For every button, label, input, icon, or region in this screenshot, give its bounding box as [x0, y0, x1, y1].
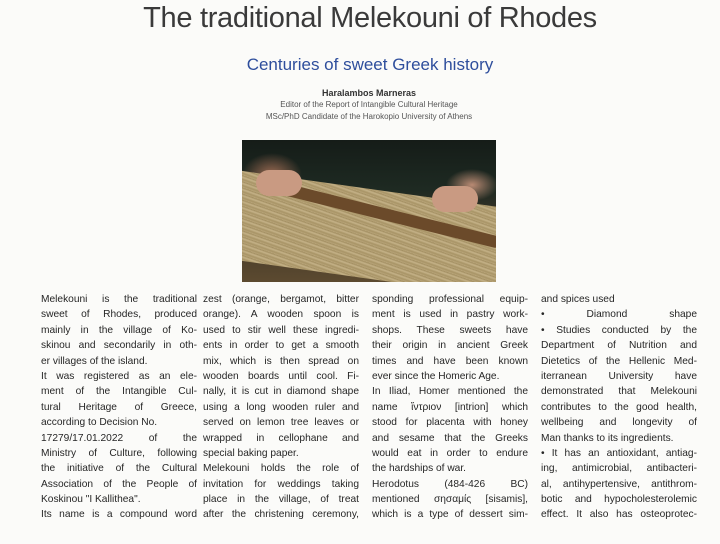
text-line: • Diamond shape [541, 309, 697, 321]
text-line: ever since the Homeric Age. [372, 370, 500, 382]
text-line: Ministry of Culture, following [41, 447, 197, 459]
text-line: which is a type of dessert sim- [372, 509, 528, 521]
text-line: after the christening ceremony, [203, 509, 359, 521]
text-line: and spices used [541, 294, 615, 305]
text-column-4 [541, 292, 697, 523]
text-line: It was registered as an ele- [41, 370, 197, 382]
hand-left [256, 170, 302, 196]
text-line: zest (orange, bergamot, bitter [203, 294, 359, 305]
text-column-1 [41, 292, 197, 523]
text-line: ment is used in pastry work- [372, 309, 528, 321]
author-role-candidate: MSc/PhD Candidate of the Harokopio University of Athens [265, 112, 473, 121]
text-line: using a long wooden ruler and [203, 401, 359, 413]
text-line: and sesame that the Greeks [372, 432, 528, 444]
byline [0, 87, 720, 123]
article-subtitle: Centuries of sweet Greek history [246, 55, 494, 74]
text-line: the hardships of war. [372, 463, 467, 475]
text-line: Melekouni is the traditional [41, 294, 197, 305]
text-line: their origin in ancient Greek [372, 340, 528, 352]
text-line: times and have been known [372, 355, 528, 367]
text-line: iterranean University have [541, 370, 697, 382]
text-line: • It has an antioxidant, antiag- [541, 447, 697, 459]
text-line: Koskinou "I Kallithea". [41, 494, 141, 506]
text-line: ents in order to get a smooth [203, 340, 359, 352]
text-line: shops. These sweets have [372, 324, 528, 336]
text-line: • Studies conducted by the [541, 324, 697, 336]
text-line: nally, it is cut in diamond shape [203, 386, 359, 398]
text-line: orange). A wooden spoon is [203, 309, 359, 321]
text-line: ment of the Intangible Cul- [41, 386, 197, 398]
text-line: tural Heritage of Greece, [41, 401, 197, 413]
melekouni-photo [242, 140, 496, 282]
text-line: invitation for weddings taking [203, 478, 359, 490]
text-line: Department of Nutrition and [541, 340, 697, 352]
author-name: Haralambos Marneras [321, 88, 417, 98]
text-line: wooden boards until cool. Fi- [203, 370, 359, 382]
text-column-3 [372, 292, 528, 523]
text-line: the initiative of the Cultural [41, 463, 197, 475]
text-line: stood for placenta with honey [372, 417, 528, 429]
article-title: The traditional Melekouni of Rhodes [143, 2, 597, 34]
text-column-2 [203, 292, 359, 523]
text-line: served on lemon tree leaves or [203, 417, 359, 429]
text-line: mainly in the village of Ko- [41, 324, 197, 336]
text-line: Association of the People of [41, 478, 197, 490]
text-line: Its name is a compound word [41, 509, 197, 521]
text-line: used to stir well these ingredi- [203, 324, 359, 336]
text-line: effect. It also has osteoprotec- [541, 509, 697, 521]
text-line: 17279/17.01.2022 of the [41, 432, 197, 444]
text-line: ing, antimicrobial, antibacteri- [541, 463, 697, 475]
text-line: demonstrated that Melekouni [541, 386, 697, 398]
hand-right [432, 186, 478, 212]
text-line: according to Decision No. [41, 417, 158, 429]
text-line: botic and hypocholesterolemic [541, 494, 697, 506]
text-line: Dietetics of the Hellenic Med- [541, 355, 697, 367]
text-line: name ἴντριον [intrion] which [372, 401, 528, 413]
text-line: wrapped in cellophane and [203, 432, 359, 444]
author-role-editor: Editor of the Report of Intangible Cultural Heritage [280, 100, 458, 109]
text-line: Melekouni holds the role of [203, 463, 359, 475]
text-line: mentioned σησαμίς [sisamis], [372, 494, 528, 506]
text-line: Herodotus (484-426 BC) [372, 478, 528, 490]
text-line: sweet of Rhodes, produced [41, 309, 197, 321]
text-line: contributes to the good health, [541, 401, 697, 413]
text-line: place in the village, of treat [203, 494, 359, 506]
text-line: sponding professional equip- [372, 294, 528, 305]
text-line: mix, which is then spread on [203, 355, 359, 367]
text-line: wellbeing and longevity of [541, 417, 697, 429]
text-line: would eat in order to endure [372, 447, 528, 459]
text-line: In Iliad, Homer mentioned the [372, 386, 528, 398]
text-line: er villages of the island. [41, 355, 148, 367]
text-line: special baking paper. [203, 447, 299, 459]
text-line: al, antihypertensive, antithrom- [541, 478, 697, 490]
text-line: Man thanks to its ingredients. [541, 432, 674, 444]
text-line: skinou and secondarily in oth- [41, 340, 197, 352]
